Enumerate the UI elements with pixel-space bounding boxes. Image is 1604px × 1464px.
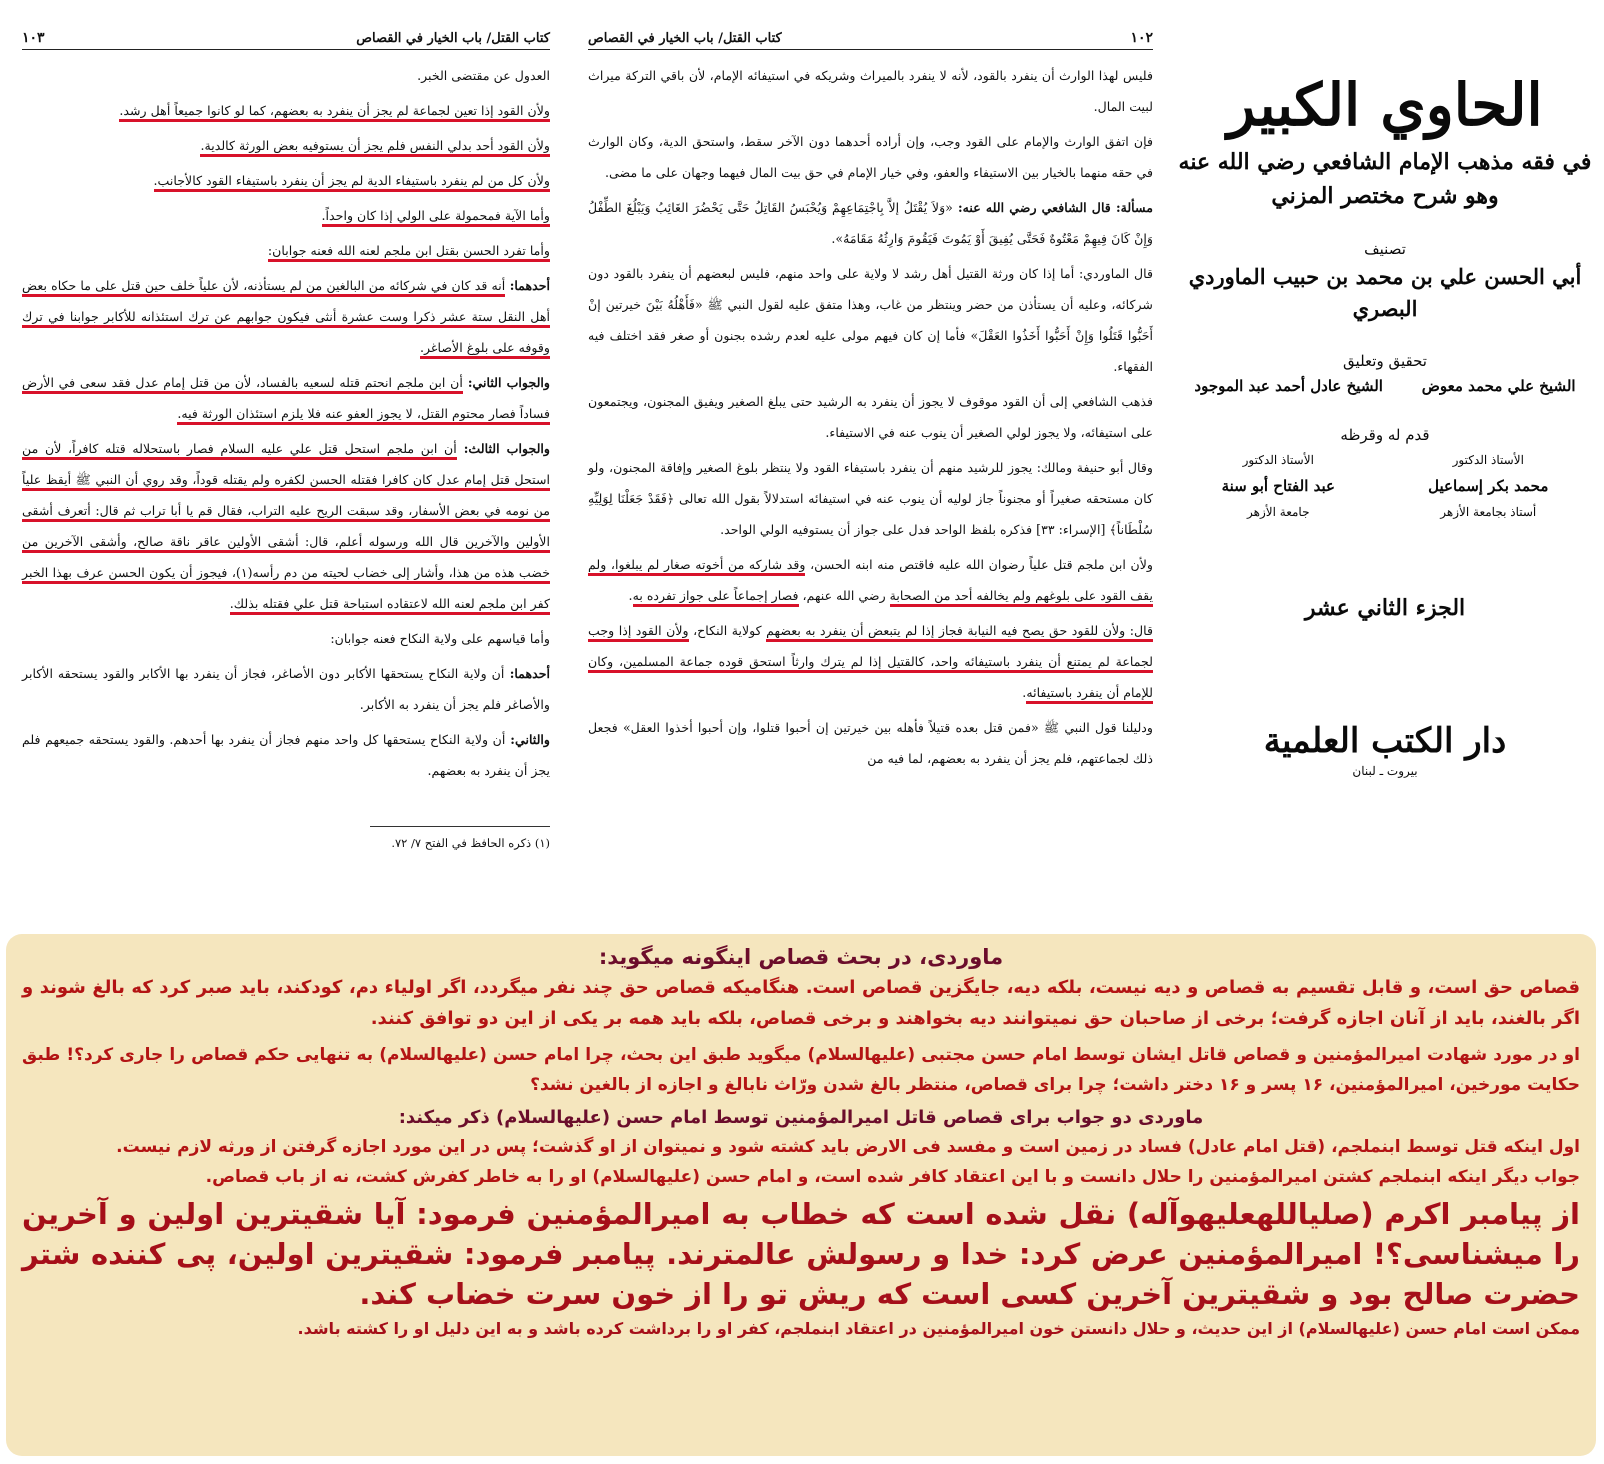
underlined-text: وأما الآية فمحمولة على الولي إذا كان واحداً. (322, 208, 550, 227)
book-title: الحاوي الكبير (1227, 71, 1543, 139)
underlined-text: قال: ولأن للقود حق يصح فيه النيابة فجاز إذا لم يتبعض أن ينفرد به بعضهم (766, 623, 1153, 642)
underlined-text: أنه قد كان في شركائه من البالغين من لم يستأذنه، لأن علياً خلف حين قتل على ما حكاه بعض أهل النقل ستة عشر ذكرا وست عشرة أنثى فيكون جوابهم عن ترك استئذانه للأكابر جوابنا في ترك وقوفه على بلوغ الأصاغر. (22, 278, 550, 359)
author-label: تصنيف (1364, 240, 1406, 258)
reviewer-1 (1428, 447, 1548, 525)
page-number: ١٠٢ (1130, 30, 1153, 46)
editor-1: الشيخ علي محمد معوض (1421, 377, 1576, 395)
commentary-subheading: ماوردی دو جواب برای قصاص قاتل امیرالمؤمنین توسط امام حسن (علیهالسلام) ذکر میکند: (398, 1107, 1204, 1128)
paragraph (22, 367, 550, 429)
paragraph (22, 95, 550, 126)
paragraph (22, 235, 550, 266)
bold-text: مسألة: قال الشافعي رضي الله عنه: (952, 200, 1154, 215)
paragraph (22, 165, 550, 196)
paragraph (588, 192, 1153, 254)
paragraph (588, 386, 1153, 448)
bold-text: والثاني: (505, 732, 551, 747)
paragraph (588, 126, 1153, 188)
paragraph (588, 258, 1153, 382)
paragraph (588, 615, 1153, 708)
editors (1175, 373, 1595, 399)
paragraph (588, 452, 1153, 545)
bold-text: أحدهما: (505, 278, 550, 293)
book-subtitle-2: وهو شرح مختصر المزني (1271, 183, 1499, 209)
text-run: أن ولاية النكاح يستحقها الأكابر دون الأصاغر، فجاز أن ينفرد بها الأكابر والقود يستحقه الأكابر والأصاغر فلم يجز أن ينفرد به الأكابر. (22, 666, 550, 712)
reviewer-2-title: الأستاذ الدكتور (1242, 453, 1314, 467)
commentary-hadith: از پیامبر اکرم (صلیاللهعلیهوآله) نقل شده است که خطاب به امیرالمؤمنین فرمود: آیا شقیترین اولین و آخرین را میشناسی؟! امیرالمؤمنین عرض کرد: خدا و رسولش عالمترند. پیامبر فرمود: شقیترین اولین، پی کننده شتر حضرت صالح بود و شقیترین آخرین کسی است که ریش تو را از خون سرت خضاب کند. (22, 1197, 1580, 1311)
reviewer-1-name: محمد بكر إسماعيل (1428, 477, 1549, 495)
reviewer-1-affiliation: أستاذ بجامعة الأزهر (1440, 505, 1537, 519)
underlined-text: فصار إجماعاً على جواز تفرده به (633, 588, 799, 607)
editor-2: الشيخ عادل أحمد عبد الموجود (1194, 377, 1383, 395)
persian-commentary (6, 934, 1596, 1456)
text-run: ودليلنا قول النبي ﷺ «فمن قتل بعده قتيلاً فأهله بين خيرتين إن أحبوا قتلوا، وإن أحبوا أخذوا العقل» فجعل ذلك لجماعتهم، فلم يجز أن ينفرد به بعضهم، لما فيه من (588, 720, 1153, 766)
underlined-text: أن ابن ملجم استحل قتل علي عليه السلام فصار باستحلاله قتله كافراً، لأن من استحل قتل إمام عدل كان كافرا فقتله الحسن لكفره ولم يقتله قوداً، وقد روي أن النبي ﷺ أيقظ علياً من نومه في بعض الأسفار، وقد سبقت الريح عليه التراب، فقال قم يا أبا تراب ثم قال: أتعرف أشقى الأولين والآخرين قال الله ورسوله أعلم، قال: أشقى الأولين عاقر ناقة صالح، وأشقى الآخرين من خضب هذه من هذا، وأشار إلى خضاب لحيته من دم رأسه(١)، فيجوز أن يكون الحسن عرف بهذا الخبر كفر ابن ملجم لعنه الله لاعتقاده استباحة قتل علي فقتله بذلك. (22, 441, 550, 615)
underlined-text: ولأن القود أحد بدلي النفس فلم يجز أن يستوفيه بعض الورثة كالدية. (200, 138, 550, 157)
underlined-text: وأما تفرد الحسن بقتل ابن ملجم لعنه الله فعنه جوابان: (268, 243, 550, 262)
text-run: فذهب الشافعي إلى أن القود موقوف لا يجوز أن ينفرد به الرشيد حتى يبلغ الصغير ويفيق المجنون، ويجتمعون على استيفائه، ولا يجوز لولي الصغير أن ينوب عنه في الاستيفاء. (588, 394, 1153, 440)
paragraph (22, 270, 550, 363)
text-run: وأما قياسهم على ولاية النكاح فعنه جوابان: (330, 631, 550, 646)
text-run: رضي الله عنهم، (798, 588, 890, 603)
text-run: فليس لهذا الوارث أن ينفرد بالقود، لأنه لا ينفرد بالميراث وشريكه في استيفائه الإمام، لأن باقي التركة ميراث لبيت المال. (588, 68, 1153, 114)
bold-text: والجواب الثاني: (462, 375, 550, 390)
bold-text: والجواب الثالث: (456, 441, 550, 456)
underlined-text: أن ابن ملجم انحتم قتله لسعيه بالفساد، لأن من قتل إمام عدل فقد سعى في الأرض فساداً فصار محتوم القتل، لا يجوز العفو عنه فلا يلزم استئذان الورثة فيه. (22, 375, 550, 425)
page-header (588, 30, 1153, 50)
editors-label: تحقيق وتعليق (1343, 352, 1427, 370)
underlined-text: وقد شاركه من أخوته صغار لم يبلغوا، ولم يقف القود على بلوغهم ولم يخالفه أحد من الصحابة (588, 557, 1153, 607)
reviewer-2-affiliation: جامعة الأزهر (1247, 505, 1310, 519)
paragraph (588, 549, 1153, 611)
commentary-paragraph: اول اینکه قتل توسط ابنملجم، (قتل امام عادل) فساد در زمین است و مفسد فی الارض باید کشته شود و نمیتوان از او گذشت؛ پس در این مورد اجازه گرفتن از ورثه لازم نیست. (116, 1137, 1580, 1157)
text-run: . (628, 588, 633, 603)
paragraph (22, 724, 550, 786)
reviewers (1175, 447, 1595, 525)
paragraph (22, 60, 550, 91)
publisher-city: بيروت ـ لبنان (1352, 764, 1418, 778)
text-run: ولأن ابن ملجم قتل علياً رضوان الله عليه فاقتص منه ابنه الحسن، (805, 557, 1153, 572)
text-run: قال الماوردي: أما إذا كان ورثة القتيل أهل رشد لا ولاية على واحد منهم، فليس لبعضهم أن ينفرد بالقود دون شركائه، وعليه أن يستأذن من حضر وينتظر من غاب، وهذا متفق عليه لقول النبي ﷺ «فَأَهْلُهُ بَيْنَ خيرتين إنْ أَحَبُّوا قَتَلُوا وَإِنْ أَحَبُّوا أَخَذُوا العَقْلَ» فأما إن كان فيهم مولى عليه لعدم رشده بجنون أو صغر فقد اختلف فيه الفقهاء. (588, 266, 1153, 374)
paragraph (588, 60, 1153, 122)
paragraph (22, 658, 550, 720)
text-run: «وَلاَ يُقْتَلُ إلاَّ بِاجْتِمَاعِهِمْ وَيُحْبَسُ القَاتِلُ حَتَّى يَحْضُرَ الغَائِبُ وَيَبْلُغَ الطِّفْلُ وَإِنْ كَانَ فِيهِمْ مَعْتُوهٌ فَحَتَّى يُفِيقَ أَوْ يَمُوتَ فَيَقُومَ وَارِثُهُ مَقَامَهُ». (588, 200, 1153, 246)
reviewer-2-name: عبد الفتاح أبو سنة (1221, 477, 1335, 495)
footnote-rule (370, 826, 550, 827)
author-name: أبي الحسن علي بن محمد بن حبيب الماوردي البصري (1188, 264, 1582, 321)
text-run: وقال أبو حنيفة ومالك: يجوز للرشيد منهم أن ينفرد باستيفاء القود ولا ينتظر بلوغ الصغير وإفاقة المجنون، ولو كان مستحقه صغيراً أو مجنوناً جاز لوليه أن ينوب عنه في استيفائه استدلالاً بقول الله تعالى ﴿فَقَدْ جَعَلْنَا لِوَلِيِّهِ سُلْطَاناً﴾ [الإسراء: ٣٣] فذكره بلفظ الواحد فدل على جواز أن يستوفيه الولي الواحد. (588, 460, 1153, 537)
reviewer-1-title: الأستاذ الدكتور (1452, 453, 1524, 467)
page-body (22, 60, 550, 786)
commentary-heading: ماوردی، در بحث قصاص اینگونه میگوید: (598, 945, 1004, 969)
reviewers-label: قدم له وقرظه (1340, 426, 1430, 444)
volume-label: الجزء الثاني عشر (1304, 595, 1466, 621)
book-subtitle: في فقه مذهب الإمام الشافعي رضي الله عنه (1178, 149, 1592, 175)
text-run: فإن اتفق الوارث والإمام على القود وجب، وإن أراده أحدهما دون الآخر سقط، واستحق الدية، وكان الوارث في حقه منهما بالخيار بين الاستيفاء والعفو، وفي خيار الإمام في حق بيت المال فيهما وجهان على ما مضى. (588, 134, 1153, 180)
text-run: أن ولاية النكاح يستحقها كل واحد منهم فجاز أن ينفرد بها أحدهم. والقود يستحقه جميعهم فلم يجز أن ينفرد به بعضهم. (22, 732, 550, 778)
underlined-text: ولأن كل من لم ينفرد باستيفاء الدية لم يجز أن ينفرد باستيفاء القود كالأجانب. (154, 173, 550, 192)
book-cover (1175, 55, 1595, 895)
page-header-title: كتاب القتل/ باب الخيار في القصاص (588, 31, 782, 46)
underlined-text: ولأن القود إذا وجب لجماعة لم يمتنع أن ينفرد باستيفائه واحد، كالقتيل إذا لم يترك وارثاً استحق قوده جماعة المسلمين، وكان للإمام أن ينفرد باستيفائه (588, 623, 1153, 704)
text-run: العدول عن مقتضى الخبر. (417, 68, 550, 83)
page-body (588, 60, 1153, 774)
paragraph (22, 433, 550, 619)
commentary-paragraph: ممکن است امام حسن (علیهالسلام) از این حدیث، و حلال دانستن خون امیرالمؤمنین در اعتقاد ابنملجم، کفر او را برداشت کرده باشد و به این دلیل او را کشته باشد. (297, 1319, 1580, 1338)
page-number: ١٠٣ (22, 30, 45, 46)
page-header (22, 30, 550, 50)
text-run: كولاية النكاح، (688, 623, 767, 638)
reviewer-2 (1222, 447, 1335, 525)
paragraph (22, 623, 550, 654)
page-102 (588, 30, 1153, 778)
commentary-paragraph: او در مورد شهادت امیرالمؤمنین و قصاص قاتل ایشان توسط امام حسن مجتبی (علیهالسلام) میگوید طبق این بحث، چرا امام حسن (علیهالسلام) به تنهایی حکم قصاص را جاری کرد؟! طبق حکایت مورخین، امیرالمؤمنین، ۱۶ پسر و ۱۶ دختر داشت؛ چرا برای قصاص، منتظر بالغ شدن ورّاث نابالغ و اجازه از بالغین نشد؟ (22, 1045, 1580, 1095)
commentary-paragraph: قصاص حق است، و قابل تقسیم به قصاص و دیه نیست، بلکه دیه، جایگزین قصاص است. هنگامیکه قصاص حق چند نفر میگردد، اگر اولیاء دم، کودکند، باید صبر کرد که بالغ شوند و اگر بالغند، باید از آنان اجازه گرفت؛ برخی از صاحبان حق نمیتوانند دیه بخواهند و برخی قصاص، بلکه باید همه بر یکی از این دو توافق کنند. (22, 977, 1580, 1029)
page-103 (22, 30, 550, 853)
paragraph (22, 130, 550, 161)
paragraph (588, 712, 1153, 774)
text-run: . (1022, 685, 1027, 700)
paragraph (22, 200, 550, 231)
commentary-paragraph: جواب دیگر اینکه ابنملجم کشتن امیرالمؤمنین را حلال دانست و با این اعتقاد کافر شده است، و امام حسن (علیهالسلام) او را به خاطر کفرش کشت، نه از باب قصاص. (205, 1167, 1580, 1187)
footnote: (١) ذكره الحافظ في الفتح ٧/ ٧٢. (391, 836, 550, 850)
bold-text: أحدهما: (504, 666, 550, 681)
publisher-name: دار الكتب العلمية (1263, 721, 1507, 761)
underlined-text: ولأن القود إذا تعين لجماعة لم يجز أن ينفرد به بعضهم، كما لو كانوا جميعاً أهل رشد. (119, 103, 550, 122)
page-header-title: كتاب القتل/ باب الخيار في القصاص (356, 31, 550, 46)
